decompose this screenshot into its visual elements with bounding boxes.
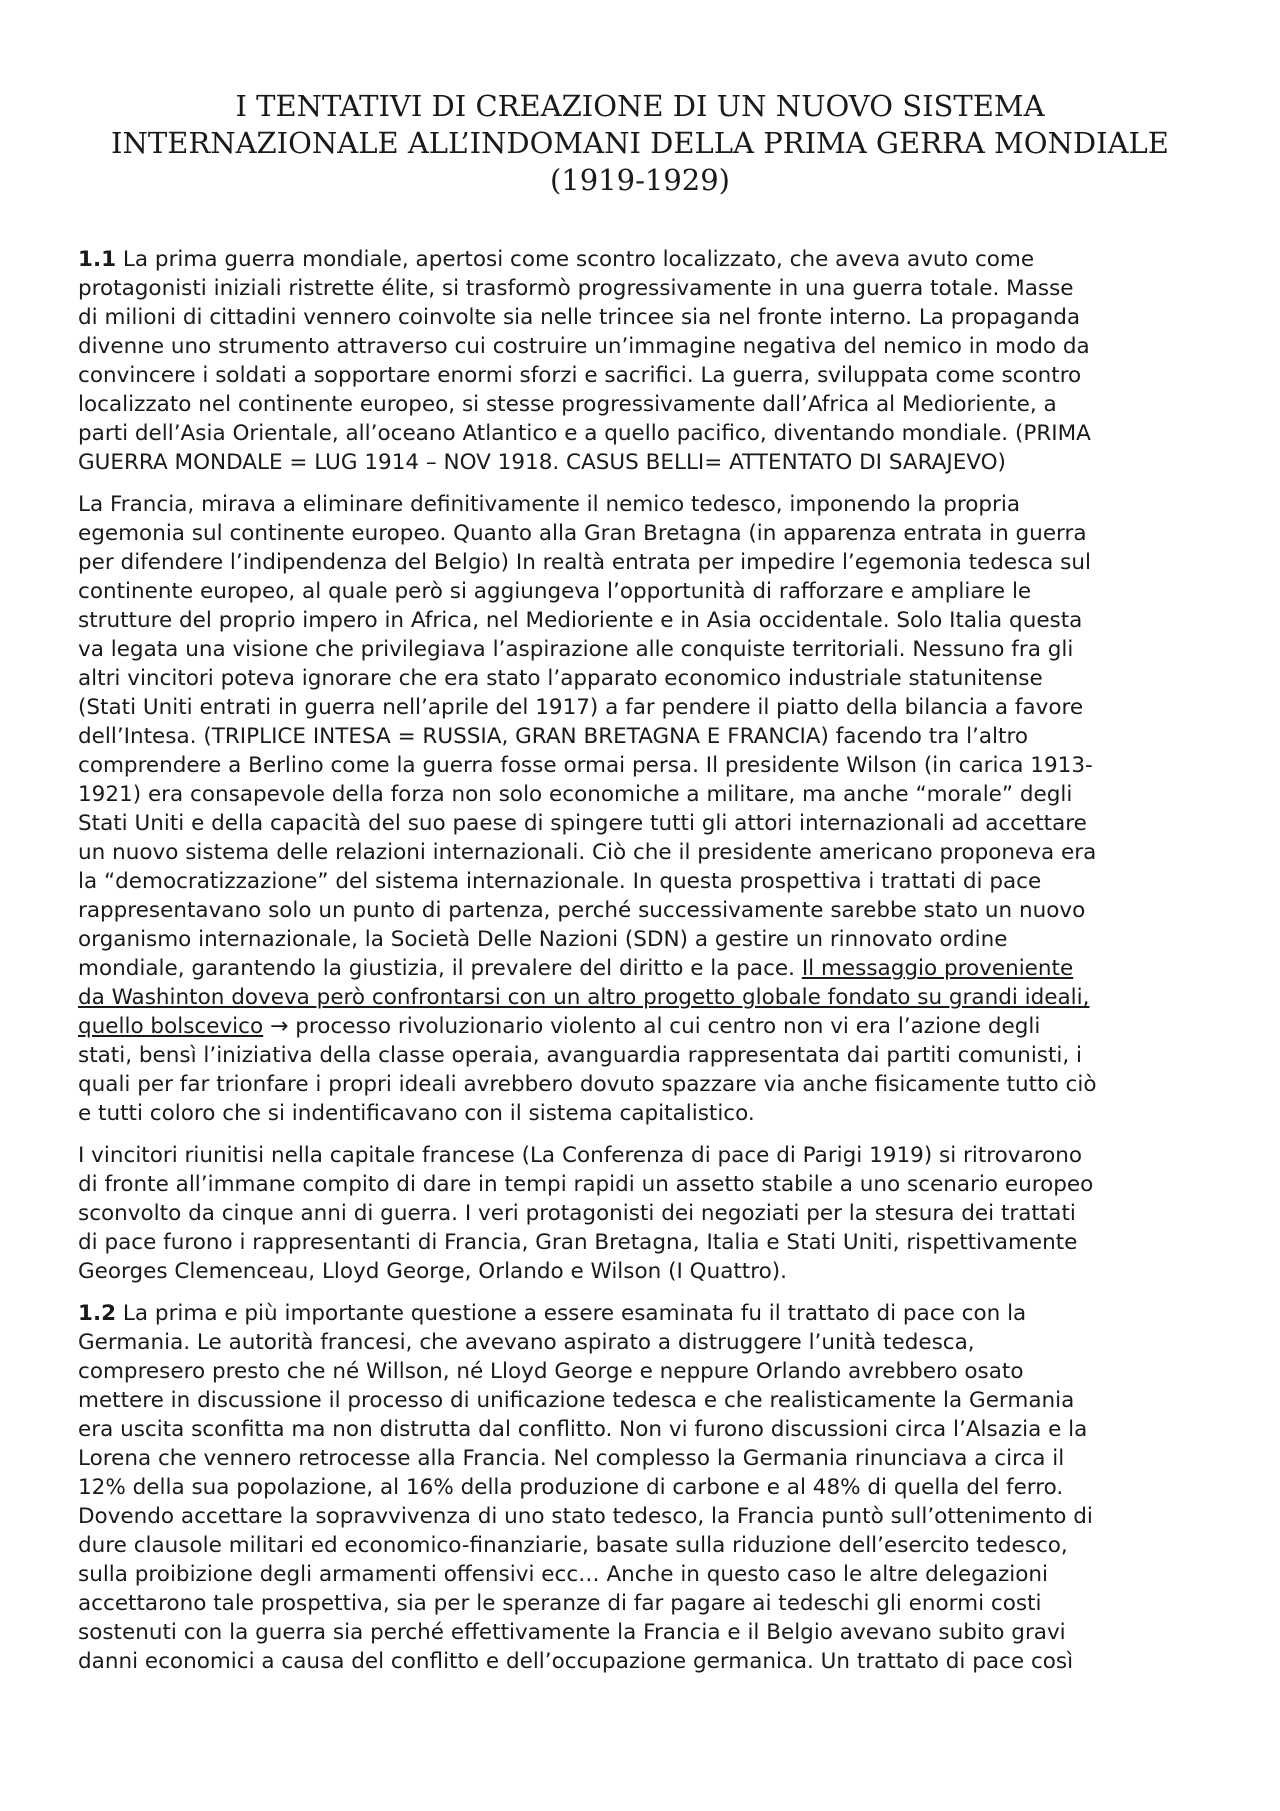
text-line: Germania. Le autorità francesi, che avevano aspirato a distruggere l’unità tedesca, — [78, 1330, 975, 1355]
text-line: un nuovo sistema delle relazioni internazionali. Ciò che il presidente americano proponeva era — [78, 840, 1097, 865]
section-number: 1.2 — [78, 1301, 117, 1326]
text-line: e tutti coloro che si indentificavano con il sistema capitalistico. — [78, 1101, 755, 1126]
text-line: organismo internazionale, la Società Delle Nazioni (SDN) a gestire un rinnovato ordine — [78, 927, 1008, 952]
title-line: I TENTATIVI DI CREAZIONE DI UN NUOVO SISTEMA — [235, 89, 1045, 123]
title-line: INTERNAZIONALE ALL’INDOMANI DELLA PRIMA GERRA MONDIALE — [111, 126, 1169, 160]
text-run: La prima e più importante questione a essere esaminata fu il trattato di pace con la — [116, 1301, 1027, 1326]
text-line: quali per far trionfare i propri ideali avrebbero dovuto spazzare via anche fisicamente tutto ciò — [78, 1072, 1097, 1097]
text-run: La prima guerra mondiale, apertosi come scontro localizzato, che aveva avuto come — [116, 247, 1035, 272]
text-line: compresero presto che né Willson, né Lloyd George e neppure Orlando avrebbero osato — [78, 1359, 1024, 1384]
underlined-text: Il messaggio proveniente — [801, 956, 1074, 981]
text-line: altri vincitori poteva ignorare che era stato l’apparato economico industriale statunitense — [78, 666, 1043, 691]
text-line: continente europeo, al quale però si aggiungeva l’opportunità di rafforzare e ampliare le — [78, 579, 1032, 604]
document-body — [78, 245, 1203, 1689]
text-line: era uscita sconfitta ma non distrutta dal conflitto. Non vi furono discussioni circa l’Alsazia e la — [78, 1417, 1088, 1442]
arrow-right-icon: → — [269, 1014, 289, 1039]
text-line: di pace furono i rappresentanti di Francia, Gran Bretagna, Italia e Stati Uniti, rispettivamente — [78, 1230, 1078, 1255]
text-line: va legata una visione che privilegiava l’aspirazione alle conquiste territoriali. Nessuno fra gli — [78, 637, 1074, 662]
text-line — [78, 954, 1203, 983]
text-line: I vincitori riunitisi nella capitale francese (La Conferenza di pace di Parigi 1919) si ritrovarono — [78, 1143, 1083, 1168]
text-line: Georges Clemenceau, Lloyd George, Orlando e Wilson (I Quattro). — [78, 1259, 787, 1284]
text-line: la “democratizzazione” del sistema internazionale. In questa prospettiva i trattati di pace — [78, 869, 1042, 894]
text-run: processo rivoluzionario violento al cui centro non vi era l’azione degli — [288, 1014, 1041, 1039]
paragraph-3 — [78, 1141, 1203, 1286]
text-line: GUERRA MONDALE = LUG 1914 – NOV 1918. CASUS BELLI= ATTENTATO DI SARAJEVO) — [78, 450, 1006, 475]
text-line: protagonisti iniziali ristrette élite, si trasformò progressivamente in una guerra totale. Masse — [78, 276, 1074, 301]
text-line: La Francia, mirava a eliminare definitivamente il nemico tedesco, imponendo la propria — [78, 492, 1021, 517]
text-line: (Stati Uniti entrati in guerra nell’aprile del 1917) a far pendere il piatto della bilancia a favore — [78, 695, 1084, 720]
text-line — [78, 245, 1203, 274]
text-line — [78, 983, 1203, 1012]
text-line: localizzato nel continente europeo, si stesse progressivamente dall’Africa al Medioriente, a — [78, 392, 1057, 417]
section-number: 1.1 — [78, 247, 117, 272]
text-line: strutture del proprio impero in Africa, nel Medioriente e in Asia occidentale. Solo Italia questa — [78, 608, 1083, 633]
text-line: dell’Intesa. (TRIPLICE INTESA = RUSSIA, GRAN BRETAGNA E FRANCIA) facendo tra l’altro — [78, 724, 1028, 749]
text-line: di fronte all’immane compito di dare in tempi rapidi un assetto stabile a uno scenario europeo — [78, 1172, 1094, 1197]
page-title — [70, 88, 1210, 199]
text-line: dure clausole militari ed economico-finanziarie, basate sulla riduzione dell’esercito tedesco, — [78, 1533, 1068, 1558]
text-line — [78, 1299, 1203, 1328]
underlined-text: da Washinton doveva però confrontarsi con un altro progetto globale fondato su grandi ideali, — [78, 985, 1090, 1010]
text-line: rappresentavano solo un punto di partenza, perché successivamente sarebbe stato un nuovo — [78, 898, 1086, 923]
text-line: per difendere l’indipendenza del Belgio) In realtà entrata per impedire l’egemonia tedesca sul — [78, 550, 1091, 575]
text-line: sconvolto da cinque anni di guerra. I veri protagonisti dei negoziati per la stesura dei trattati — [78, 1201, 1076, 1226]
text-line — [78, 1012, 1203, 1041]
text-line: Stati Uniti e della capacità del suo paese di spingere tutti gli attori internazionali ad accettare — [78, 811, 1087, 836]
underlined-text: quello bolscevico — [78, 1014, 264, 1039]
text-line: 1921) era consapevole della forza non solo economiche a militare, ma anche “morale” degli — [78, 782, 1073, 807]
text-line: divenne uno strumento attraverso cui costruire un’immagine negativa del nemico in modo da — [78, 334, 1090, 359]
text-run: mondiale, garantendo la giustizia, il prevalere del diritto e la pace. — [78, 956, 802, 981]
paragraph-1-1 — [78, 245, 1203, 477]
text-line: mettere in discussione il processo di unificazione tedesca e che realisticamente la Germania — [78, 1388, 1075, 1413]
text-line: sulla proibizione degli armamenti offensivi ecc… Anche in questo caso le altre delegazioni — [78, 1562, 1049, 1587]
text-line: Dovendo accettare la sopravvivenza di uno stato tedesco, la Francia puntò sull’ottenimento di — [78, 1504, 1093, 1529]
text-line: Lorena che vennero retrocesse alla Francia. Nel complesso la Germania rinunciava a circa il — [78, 1446, 1065, 1471]
text-line: di milioni di cittadini vennero coinvolte sia nelle trincee sia nel fronte interno. La propaganda — [78, 305, 1081, 330]
title-line: (1919-1929) — [549, 163, 731, 197]
text-line: 12% della sua popolazione, al 16% della produzione di carbone e al 48% di quella del ferro. — [78, 1475, 1064, 1500]
text-line: convincere i soldati a sopportare enormi sforzi e sacrifici. La guerra, sviluppata come scontro — [78, 363, 1082, 388]
text-line: accettarono tale prospettiva, sia per le speranze di far pagare ai tedeschi gli enormi costi — [78, 1591, 1042, 1616]
paragraph-1-2 — [78, 1299, 1203, 1676]
text-line: comprendere a Berlino come la guerra fosse ormai persa. Il presidente Wilson (in carica 1913- — [78, 753, 1093, 778]
text-line: sostenuti con la guerra sia perché effettivamente la Francia e il Belgio avevano subito gravi — [78, 1620, 1066, 1645]
text-line: parti dell’Asia Orientale, all’oceano Atlantico e a quello pacifico, diventando mondiale. (PRIMA — [78, 421, 1091, 446]
text-line: danni economici a causa del conflitto e dell’occupazione germanica. Un trattato di pace così — [78, 1649, 1074, 1674]
text-line: stati, bensì l’iniziativa della classe operaia, avanguardia rappresentata dai partiti comunisti, i — [78, 1043, 1083, 1068]
text-line: egemonia sul continente europeo. Quanto alla Gran Bretagna (in apparenza entrata in guerra — [78, 521, 1087, 546]
paragraph-2 — [78, 490, 1203, 1128]
